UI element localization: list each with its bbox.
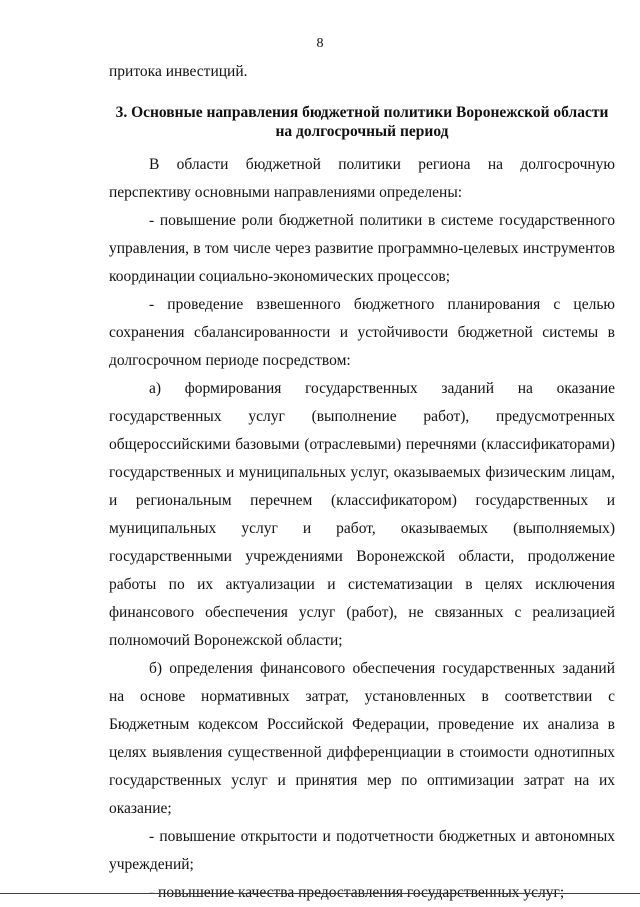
paragraph-bullet-planning: - проведение взвешенного бюджетного планирования с целью сохранения сбалансированности и устойчивости бюджетной системы в долгосрочном периоде посредством: bbox=[109, 296, 615, 369]
section-heading-line-2: на долгосрочный период bbox=[275, 123, 449, 140]
page-number: 8 bbox=[316, 36, 324, 51]
paragraph-bullet-openness: - повышение открытости и подотчетности бюджетных и автономных учреждений; bbox=[109, 828, 615, 873]
section-heading-line-1: 3. Основные направления бюджетной политики Воронежской области bbox=[115, 104, 609, 121]
paragraph-item-a: а) формирования государственных заданий на оказание государственных услуг (выполнение работ), предусмотренных общероссийскими базовыми (отраслевыми) перечнями (классификаторами) государственных и муниципальных услуг, оказываемых физическим лицам, и региональным перечнем (классификатором) государственных и муниципальных услуг и работ, оказываемых (выполняемых) государственными учреждениями Воронежской области, продолжение работы по их актуализации и систематизации в целях исключения финансового обеспечения услуг (работ), не связанных с реализацией полномочий Воронежской области; bbox=[109, 380, 615, 649]
bottom-rule bbox=[0, 893, 640, 894]
paragraph-bullet-quality: - повышение качества предоставления государственных услуг; bbox=[149, 884, 565, 901]
carry-over-line: притока инвестиций. bbox=[109, 63, 248, 80]
paragraph-bullet-role: - повышение роли бюджетной политики в системе государственного управления, в том числе через развитие программно-целевых инструментов координации социально-экономических процессов; bbox=[109, 212, 615, 285]
paragraph-intro: В области бюджетной политики региона на долгосрочную перспективу основными направлениями определены: bbox=[109, 156, 615, 201]
paragraph-item-b: б) определения финансового обеспечения государственных заданий на основе нормативных затрат, установленных в соответствии с Бюджетным кодексом Российской Федерации, проведение их анализа в целях выявления существенной дифференциации в стоимости однотипных государственных услуг и принятия мер по оптимизации затрат на их оказание; bbox=[109, 660, 615, 817]
body-text bbox=[109, 151, 615, 907]
section-heading bbox=[109, 103, 615, 141]
